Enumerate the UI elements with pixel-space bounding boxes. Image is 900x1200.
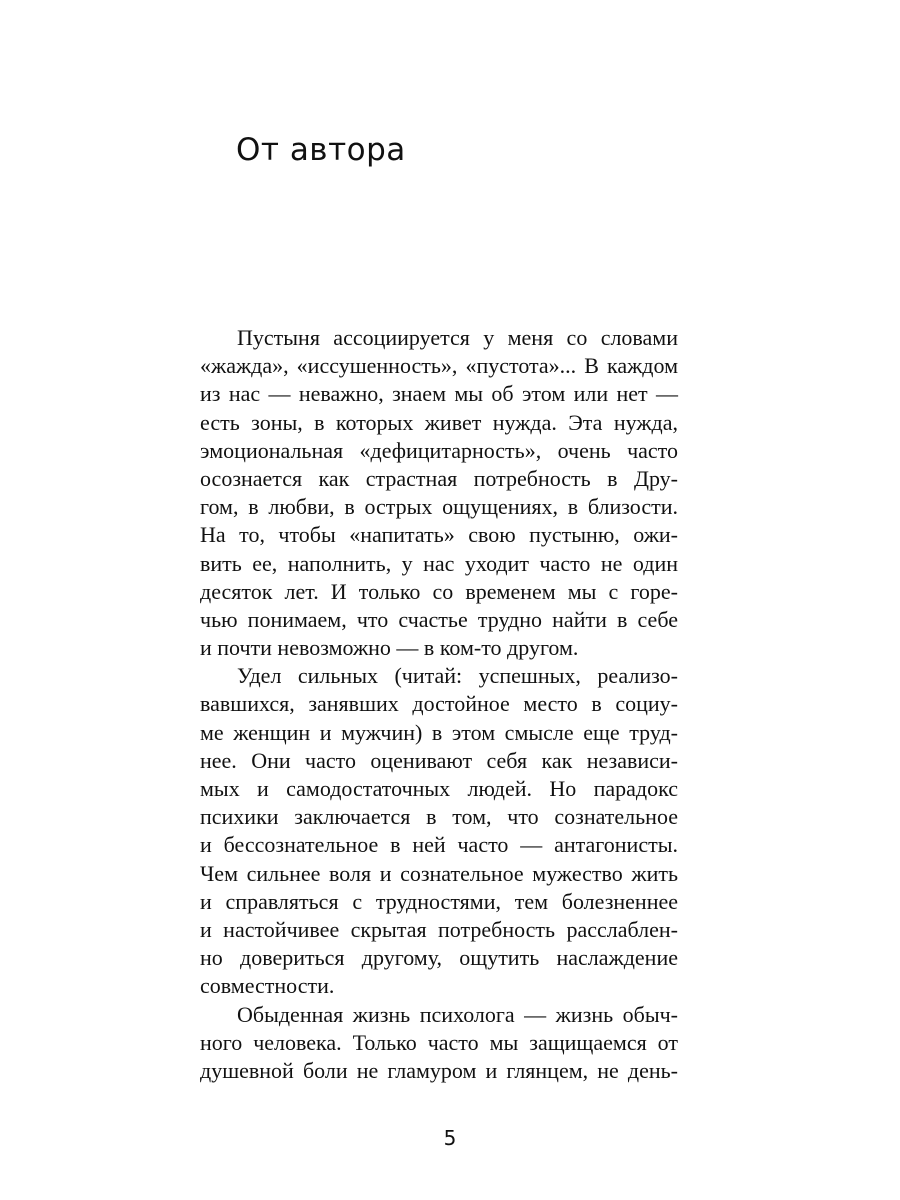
text-line: психики заключается в том, что сознательное — [200, 804, 678, 830]
text-line: вить ее, наполнить, у нас уходит часто не один — [200, 550, 678, 576]
text-line: совместности. — [200, 973, 335, 999]
text-line: душевной боли не гламуром и глянцем, не день- — [200, 1057, 678, 1083]
text-line: чью понимаем, что счастье трудно найти в себе — [200, 606, 678, 632]
text-line: но довериться другому, ощутить наслаждение — [200, 945, 678, 971]
text-line: осознается как страстная потребность в Дру- — [200, 465, 678, 491]
text-line: Удел сильных (читай: успешных, реализо- — [237, 663, 678, 689]
text-line: и почти невозможно — в ком-то другом. — [200, 635, 579, 661]
text-line: и бессознательное в ней часто — антагонисты. — [200, 832, 678, 858]
chapter-heading: От автора — [236, 132, 406, 168]
text-line: из нас — неважно, знаем мы об этом или нет — — [200, 381, 678, 407]
text-line: эмоциональная «дефицитарность», очень часто — [200, 437, 678, 463]
text-line: десяток лет. И только со временем мы с горе- — [200, 578, 678, 604]
text-line: Обыденная жизнь психолога — жизнь обыч- — [237, 1001, 678, 1027]
text-line: Чем сильнее воля и сознательное мужество жить — [200, 860, 678, 886]
text-line: нее. Они часто оценивают себя как независи- — [200, 747, 678, 773]
page-number: 5 — [443, 1126, 457, 1150]
paragraph-2 — [200, 662, 678, 1000]
text-line: вавшихся, занявших достойное место в социу- — [200, 691, 678, 717]
text-line: ного человека. Только часто мы защищаемся от — [200, 1029, 678, 1055]
paragraph-1 — [200, 324, 678, 662]
body-text — [200, 324, 678, 1085]
text-line: «жажда», «иссушенность», «пустота»... В каждом — [200, 353, 678, 379]
text-line: На то, чтобы «напитать» свою пустыню, ожи- — [200, 522, 678, 548]
text-line: Пустыня ассоциируется у меня со словами — [237, 325, 678, 350]
text-line: гом, в любви, в острых ощущениях, в близости. — [200, 494, 678, 520]
text-line: и справляться с трудностями, тем болезненнее — [200, 888, 678, 914]
text-line: ме женщин и мужчин) в этом смысле еще труд- — [200, 719, 678, 745]
text-line: и настойчивее скрытая потребность расслаблен- — [200, 916, 678, 942]
text-line: мых и самодостаточных людей. Но парадокс — [200, 776, 678, 801]
text-line: есть зоны, в которых живет нужда. Эта нужда, — [200, 409, 678, 435]
paragraph-3 — [200, 1001, 678, 1086]
